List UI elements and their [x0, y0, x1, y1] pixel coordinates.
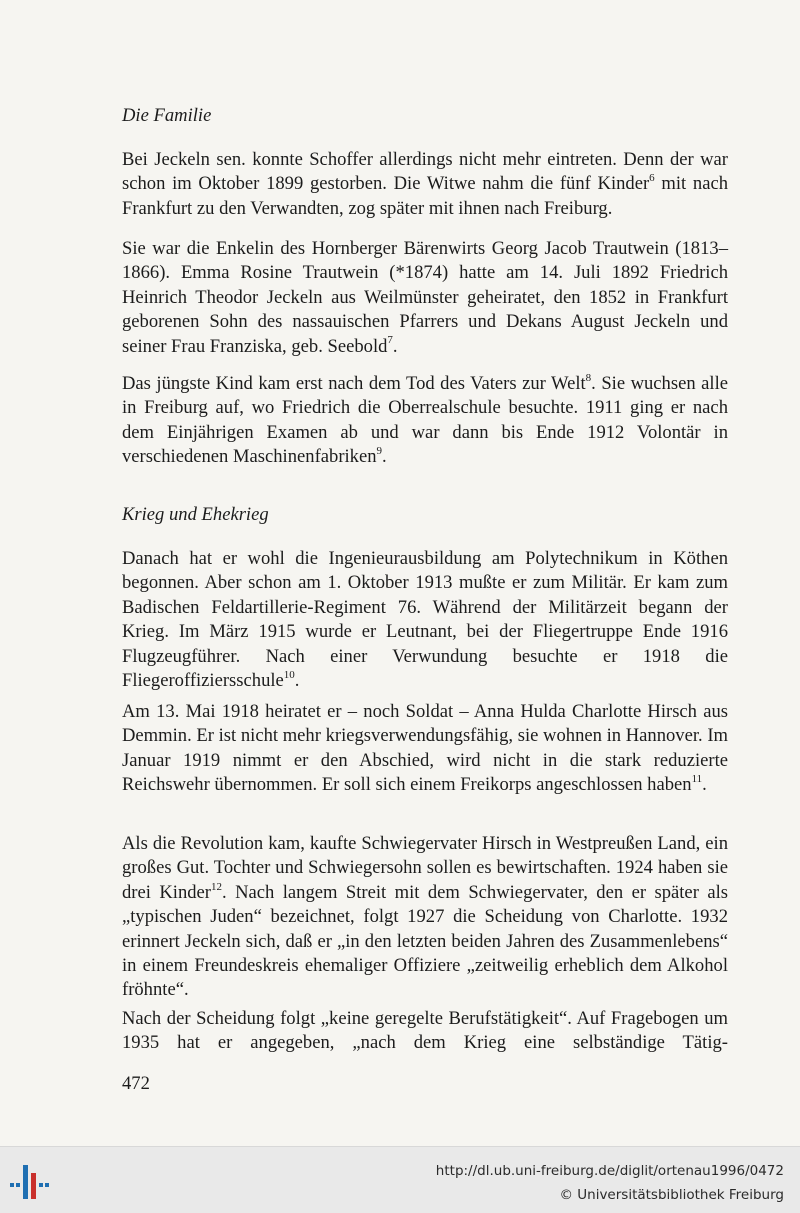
paragraph-4: Danach hat er wohl die Ingenieurausbildung am Polytechnikum in Köthen begonnen. Aber schon am 1. Oktober 1913 mußte er zum Militär. Er kam zum Badischen Feldartillerie-Regiment 76. Während der Militärzeit begann der Krieg. Im März 1915 wurde er Leutnant, bei der Fliegertruppe Ende 1916 Flugzeugführer. Nach einer Verwundung besuchte er 1918 die Fliegeroffiziersschule$^{10}$. [122, 548, 728, 692]
footnote-ref[interactable]: 9 [376, 445, 383, 458]
paragraph-3: Das jüngste Kind kam erst nach dem Tod des Vaters zur Welt$^8$. Sie wuchsen alle in Freiburg auf, wo Friedrich die Oberrealschule besuchte. 1911 ging er nach dem Einjährigen Examen ab und war dann bis Ende 1912 Volontär in verschiedenen Maschinenfabriken$^9$. [122, 371, 728, 468]
footnote-ref[interactable]: 12 [210, 880, 222, 893]
footer-bar [0, 1146, 800, 1213]
page-number: 472 [122, 1073, 150, 1094]
footnote-ref[interactable]: 11 [691, 773, 703, 786]
paragraph-2: Sie war die Enkelin des Hornberger Bärenwirts Georg Jacob Trautwein (1813–1866). Emma Rosine Trautwein (*1874) hatte am 14. Juli 1892 Friedrich Heinrich Theodor Jeckeln aus Weilmünster geheiratet, den 1852 in Frankfurt geborenen Sohn des nassauischen Pfarrers und Dekans August Jeckeln und seiner Frau Franziska, geb. Seebold$^7$. [122, 238, 728, 357]
paragraph-7: Nach der Scheidung folgt „keine geregelte Berufstätigkeit“. Auf Fragebogen um 1935 hat er angegeben, „nach dem Krieg eine selbständige Tätig- [122, 1008, 728, 1054]
copyright-text: © Universitätsbibliothek Freiburg [559, 1187, 784, 1203]
section-heading-familie: Die Familie [122, 105, 212, 126]
paragraph-5: Am 13. Mai 1918 heiratet er – noch Soldat – Anna Hulda Charlotte Hirsch aus Demmin. Er ist nicht mehr kriegsverwendungsfähig, sie wohnen in Hannover. Im Januar 1919 nimmt er den Abschied, wird nicht in die stark reduzierte Reichswehr übernommen. Er soll sich einem Freikorps angeschlossen haben$^{11}$. [122, 701, 728, 796]
footnote-ref[interactable]: 10 [283, 668, 295, 681]
footnote-ref[interactable]: 7 [387, 334, 393, 347]
footnote-ref[interactable]: 8 [585, 371, 592, 384]
paragraph-1: Bei Jeckeln sen. konnte Schoffer allerdings nicht mehr eintreten. Denn der war schon im Oktober 1899 gestorben. Die Witwe nahm die fünf Kinder$^6$ mit nach Frankfurt zu den Verwandten, zog später mit ihnen nach Freiburg. [122, 149, 728, 219]
paragraph-6: Als die Revolution kam, kaufte Schwiegervater Hirsch in Westpreußen Land, ein großes Gut. Tochter und Schwiegersohn sollen es bewirtschaften. 1924 haben sie drei Kinder$^{12}$. Nach langem Streit mit dem Schwiegervater, den er später als „typischen Juden“ bezeichnet, folgt 1927 die Scheidung von Charlotte. 1932 erinnert Jeckeln sich, daß er „in den letzten beiden Jahren des Zusammenlebens“ in einem Freundeskreis ehemaliger Offiziere „zeitweilig erheblich dem Alkohol fröhnte“. [122, 833, 728, 1001]
section-heading-krieg: Krieg und Ehekrieg [122, 504, 269, 525]
source-url-link[interactable]: http://dl.ub.uni-freiburg.de/diglit/ortenau1996/0472 [435, 1163, 784, 1179]
library-logo-icon [10, 1163, 50, 1201]
footnote-ref[interactable]: 6 [649, 172, 655, 185]
